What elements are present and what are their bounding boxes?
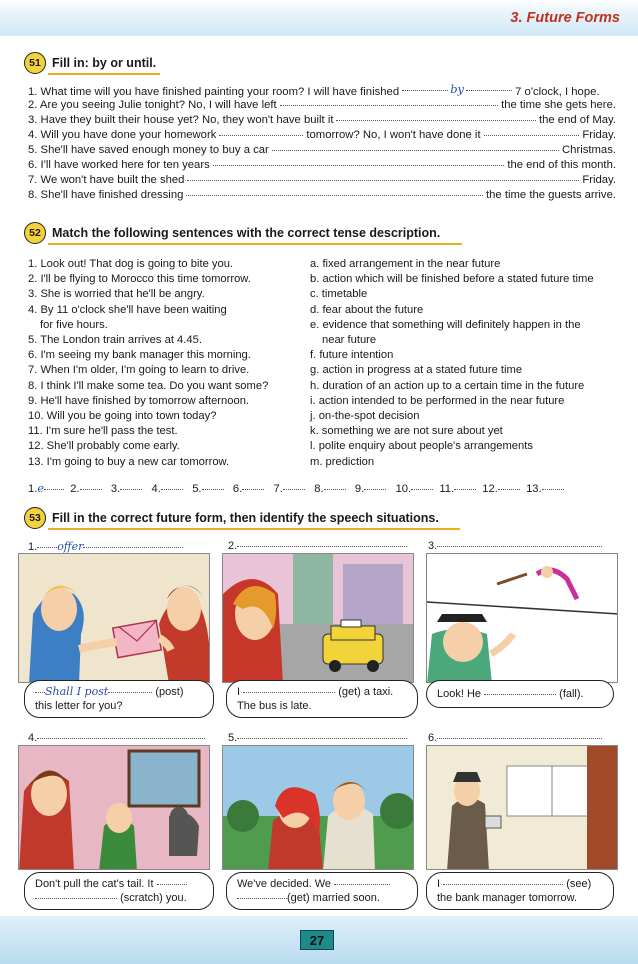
item-end: Friday.: [582, 174, 616, 186]
illustration-offer-letter: [18, 553, 210, 683]
sentence: 10. Will you be going into town today?: [28, 410, 217, 423]
answer-1[interactable]: e: [37, 482, 44, 495]
answer-blank[interactable]: [237, 546, 407, 547]
speech-bubble-2: I (get) a taxi. The bus is late.: [226, 680, 418, 718]
description: a. fixed arrangement in the near future: [310, 258, 501, 270]
illustration-taxi-art: [223, 554, 414, 683]
picture-5-label: 5.: [228, 732, 407, 744]
answer-blank[interactable]: [283, 489, 305, 490]
answer-blank[interactable]: [437, 738, 602, 739]
item-end: the end of this month.: [507, 159, 616, 171]
handwritten-answer[interactable]: Shall I post: [45, 685, 109, 698]
answer-blank[interactable]: [213, 165, 505, 166]
answer-blank[interactable]: [161, 489, 183, 490]
illustration-bank: [426, 745, 618, 870]
answer-blank[interactable]: [37, 738, 205, 739]
sentence: 7. When I'm older, I'm going to learn to drive.: [28, 364, 250, 377]
answer-blank[interactable]: [120, 489, 142, 490]
sentence: 9. He'll have finished by tomorrow afternoon.: [28, 394, 250, 407]
sentence: 6. I'm seeing my bank manager this morning.: [28, 349, 251, 362]
exercise-51-title: Fill in: by or until.: [52, 56, 157, 70]
page-number: 27: [300, 930, 334, 950]
item-text: 7. We won't have built the shed: [28, 174, 185, 186]
exercise-52-badge: 52: [24, 222, 46, 244]
answer-blank[interactable]: [364, 489, 386, 490]
picture-2-label: 2.: [228, 540, 407, 552]
speech-bubble-6: I (see) the bank manager tomorrow.: [426, 872, 614, 910]
answer-blank[interactable]: [437, 546, 602, 547]
ex51-item-3: [28, 114, 616, 129]
item-end: the time she gets here.: [501, 99, 616, 111]
item-end: 7 o'clock, I hope.: [515, 86, 600, 98]
answer-blank[interactable]: [498, 489, 520, 490]
picture-6-label: 6.: [428, 732, 602, 744]
description: l. polite enquiry about people's arrangements: [310, 440, 533, 453]
answer-blank[interactable]: [243, 692, 335, 693]
ex51-item-4: [28, 129, 616, 144]
item-end: the end of May.: [538, 114, 616, 126]
exercise-53-underline: [48, 528, 460, 530]
sentence: 12. She'll probably come early.: [28, 440, 180, 453]
answer-blank[interactable]: [280, 105, 498, 106]
exercise-53-badge: 53: [24, 507, 46, 529]
illustration-offer-letter-art: [19, 554, 210, 683]
illustration-tightrope-art: [427, 554, 618, 683]
answer-blank[interactable]: [334, 884, 390, 885]
answer-blank[interactable]: [237, 738, 407, 739]
speech-bubble-4: Don't pull the cat's tail. It (scratch) you.: [24, 872, 214, 910]
description: f. future intention: [310, 349, 394, 362]
exercise-53-title: Fill in the correct future form, then identify the speech situations.: [52, 511, 439, 525]
ex52-sentence-list: [28, 257, 268, 470]
illustration-bank-art: [427, 746, 618, 870]
description: i. action intended to be performed in the near future: [310, 394, 565, 407]
answer-blank[interactable]: [402, 82, 512, 96]
item-end: the time the guests arrive.: [486, 189, 616, 201]
ex51-item-8: [28, 189, 616, 204]
item-text: 4. Will you have done your homework: [28, 129, 217, 141]
sentence: 8. I think I'll make some tea. Do you want some?: [28, 379, 269, 392]
speech-bubble-3: Look! He (fall).: [426, 680, 614, 708]
ex51-item-5: [28, 144, 616, 159]
description: e. evidence that something will definitely happen in the: [310, 318, 581, 331]
description: k. something we are not sure about yet: [310, 425, 503, 438]
answer-blank[interactable]: [336, 120, 535, 121]
answer-blank[interactable]: [35, 898, 117, 899]
picture-4-label: 4.: [28, 732, 205, 744]
answer-blank[interactable]: [484, 694, 556, 695]
illustration-couple-art: [223, 746, 414, 870]
description: g. action in progress at a stated future time: [310, 364, 523, 377]
answer-blank[interactable]: [242, 489, 264, 490]
answer-blank[interactable]: [443, 884, 563, 885]
exercise-51-badge: 51: [24, 52, 46, 74]
handwritten-answer[interactable]: offer: [57, 540, 84, 553]
answer-blank[interactable]: [484, 135, 580, 136]
picture-1-label: 1. offer: [28, 540, 183, 553]
speech-bubble-1: Shall I post (post) this letter for you?: [24, 680, 214, 718]
sentence: 3. She is worried that he'll be angry.: [28, 288, 205, 301]
answer-blank[interactable]: [157, 884, 187, 885]
description: d. fear about the future: [310, 303, 424, 316]
item-text-mid: tomorrow? No, I won't have done it: [306, 129, 481, 141]
illustration-tightrope: [426, 553, 618, 683]
chapter-title: 3. Future Forms: [510, 10, 620, 26]
description: near future: [322, 334, 377, 347]
item-text: 5. She'll have saved enough money to buy a car: [28, 144, 269, 156]
speech-bubble-5: We've decided. We (get) married soon.: [226, 872, 418, 910]
illustration-couple: [222, 745, 414, 870]
answer-blank[interactable]: [324, 489, 346, 490]
ex51-item-7: [28, 174, 616, 189]
item-text: 2. Are you seeing Julie tonight? No, I will have left: [28, 99, 277, 111]
illustration-taxi: [222, 553, 414, 683]
answer-blank[interactable]: [272, 150, 559, 151]
picture-3-label: 3.: [428, 540, 602, 552]
illustration-cat: [18, 745, 210, 870]
sentence: for five hours.: [40, 318, 108, 331]
description: c. timetable: [310, 288, 368, 301]
answer-blank[interactable]: [542, 489, 564, 490]
ex51-item-6: [28, 159, 616, 174]
answer-blank[interactable]: [454, 489, 476, 490]
answer-blank[interactable]: [80, 489, 102, 490]
item-end: Christmas.: [562, 144, 616, 156]
item-text: 8. She'll have finished dressing: [28, 189, 184, 201]
description: m. prediction: [310, 455, 375, 468]
sentence: 4. By 11 o'clock she'll have been waiting: [28, 303, 227, 316]
exercise-52-underline: [48, 243, 462, 245]
ex51-item-2: [28, 99, 616, 114]
item-text: 6. I'll have worked here for ten years: [28, 159, 210, 171]
answer-blank[interactable]: [187, 180, 579, 181]
description: h. duration of an action up to a certain time in the future: [310, 379, 585, 392]
sentence: 5. The London train arrives at 4.45.: [28, 334, 202, 347]
description: j. on-the-spot decision: [310, 410, 420, 423]
sentence: 11. I'm sure he'll pass the test.: [28, 425, 178, 438]
item-text: 1. What time will you have finished painting your room? I will have finished: [28, 86, 400, 98]
ex52-description-list: [310, 257, 594, 470]
sentence: 2. I'll be flying to Morocco this time tomorrow.: [28, 273, 251, 286]
answer-blank[interactable]: [237, 898, 287, 899]
answer-blank[interactable]: [411, 489, 433, 490]
description: b. action which will be finished before a stated future time: [310, 273, 594, 286]
sentence: 13. I'm going to buy a new car tomorrow.: [28, 455, 230, 468]
sentence: 1. Look out! That dog is going to bite you.: [28, 258, 234, 270]
ex52-answer-line: 1.e 2. 3. 4. 5. 6. 7. 8. 9. 10. 11. 12. 13.: [28, 482, 564, 495]
answer-blank[interactable]: [186, 195, 483, 196]
exercise-51-underline: [48, 73, 160, 75]
handwritten-answer: by: [450, 82, 465, 96]
illustration-cat-art: [19, 746, 210, 870]
item-text: 3. Have they built their house yet? No, they won't have built it: [28, 114, 334, 126]
answer-blank[interactable]: [202, 489, 224, 490]
answer-blank[interactable]: [219, 135, 303, 136]
item-end: Friday.: [582, 129, 616, 141]
ex51-item-1: [28, 84, 616, 99]
exercise-52-title: Match the following sentences with the correct tense description.: [52, 226, 441, 240]
